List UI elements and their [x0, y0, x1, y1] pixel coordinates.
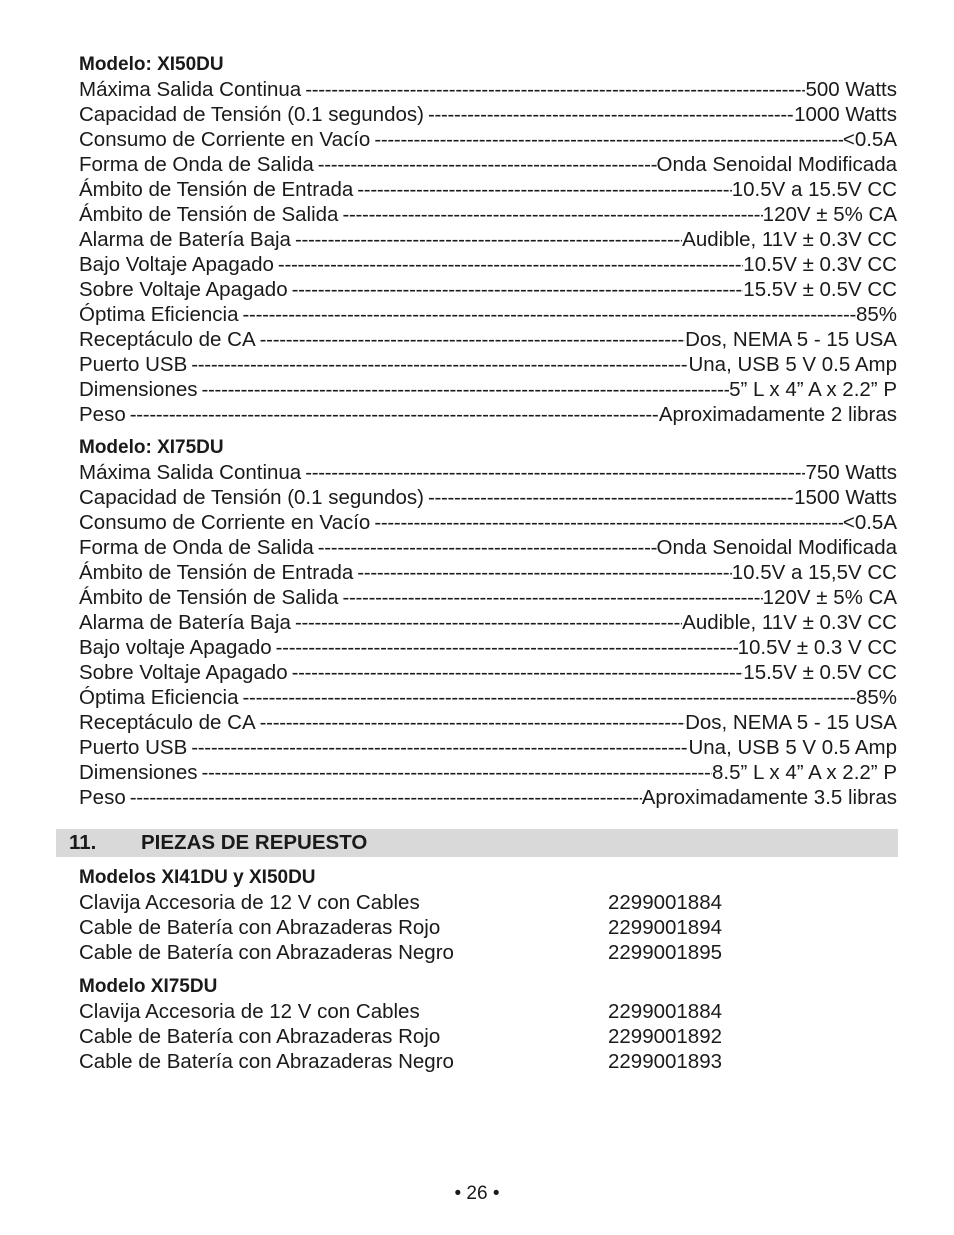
spec-value: <0.5A [842, 128, 897, 151]
spec-label: Alarma de Batería Baja [79, 228, 291, 251]
spec-row [79, 560, 897, 585]
part-number: 2299001884 [608, 891, 723, 914]
spec-row [79, 127, 897, 152]
spec-value: 10.5V a 15.5V CC [731, 178, 897, 201]
part-row [79, 915, 779, 940]
spec-value: 1500 Watts [794, 486, 897, 509]
part-name: Cable de Batería con Abrazaderas Negro [79, 1050, 454, 1073]
spec-label: Óptima Eficiencia [79, 303, 239, 326]
dot-leader [239, 302, 856, 327]
spec-label: Puerto USB [79, 736, 188, 759]
dot-leader [288, 660, 744, 685]
section-title: PIEZAS DE REPUESTO [141, 831, 368, 854]
spec-row [79, 510, 897, 535]
dot-leader [314, 535, 657, 560]
spec-value: 120V ± 5% CA [762, 203, 897, 226]
spec-value: Una, USB 5 V 0.5 Amp [688, 353, 897, 376]
spec-value: 120V ± 5% CA [762, 586, 897, 609]
spec-row [79, 102, 897, 127]
spec-value: 5” L x 4” A x 2.2” P [729, 378, 897, 401]
spec-label: Peso [79, 403, 126, 426]
spec-value: Audible, 11V ± 0.3V CC [682, 611, 897, 634]
spec-row [79, 535, 897, 560]
spec-label: Ámbito de Tensión de Entrada [79, 561, 354, 584]
spec-label: Receptáculo de CA [79, 711, 256, 734]
dot-leader [353, 560, 731, 585]
dot-leader [370, 510, 843, 535]
parts-model-title: Modelos XI41DU y XI50DU [79, 867, 316, 888]
spec-label: Óptima Eficiencia [79, 686, 239, 709]
spec-row [79, 152, 897, 177]
spec-label: Ámbito de Tensión de Salida [79, 586, 339, 609]
dot-leader [424, 102, 794, 127]
spec-row [79, 277, 897, 302]
spec-label: Alarma de Batería Baja [79, 611, 291, 634]
dot-leader [370, 127, 843, 152]
part-name: Cable de Batería con Abrazaderas Negro [79, 941, 454, 964]
spec-row [79, 785, 897, 810]
part-number: 2299001884 [608, 1000, 723, 1023]
spec-label: Puerto USB [79, 353, 188, 376]
dot-leader [198, 760, 713, 785]
spec-row [79, 302, 897, 327]
spec-row [79, 685, 897, 710]
dot-leader [274, 252, 743, 277]
part-number: 2299001894 [608, 916, 723, 939]
spec-row [79, 327, 897, 352]
spec-value: 85% [855, 686, 897, 709]
part-name: Clavija Accesoria de 12 V con Cables [79, 891, 420, 914]
spec-row [79, 760, 897, 785]
section-number: 11. [69, 831, 97, 854]
spec-value: 500 Watts [805, 78, 897, 101]
spec-label: Peso [79, 786, 126, 809]
page-number: • 26 • [454, 1183, 500, 1204]
spec-value: 8.5” L x 4” A x 2.2” P [712, 761, 897, 784]
spec-row [79, 402, 897, 427]
dot-leader [187, 352, 688, 377]
dot-leader [291, 227, 682, 252]
part-row [79, 1024, 779, 1049]
dot-leader [301, 460, 805, 485]
dot-leader [187, 735, 688, 760]
spec-row [79, 352, 897, 377]
spec-row [79, 177, 897, 202]
part-name: Cable de Batería con Abrazaderas Rojo [79, 916, 441, 939]
part-number: 2299001892 [608, 1025, 723, 1048]
spec-value: 10.5V ± 0.3V CC [743, 253, 897, 276]
dot-leader [198, 377, 730, 402]
spec-label: Forma de Onda de Salida [79, 536, 314, 559]
spec-label: Capacidad de Tensión (0.1 segundos) [79, 486, 424, 509]
spec-label: Capacidad de Tensión (0.1 segundos) [79, 103, 424, 126]
part-number: 2299001895 [608, 941, 723, 964]
spec-value: Onda Senoidal Modificada [656, 153, 897, 176]
spec-value: Audible, 11V ± 0.3V CC [682, 228, 897, 251]
spec-label: Sobre Voltaje Apagado [79, 278, 288, 301]
spec-label: Bajo Voltaje Apagado [79, 253, 274, 276]
spec-label: Máxima Salida Continua [79, 461, 302, 484]
part-row [79, 999, 779, 1024]
dot-leader [256, 327, 685, 352]
dot-leader [239, 685, 856, 710]
spec-label: Bajo voltaje Apagado [79, 636, 272, 659]
part-name: Clavija Accesoria de 12 V con Cables [79, 1000, 420, 1023]
part-row [79, 940, 779, 965]
spec-row [79, 485, 897, 510]
spec-row [79, 735, 897, 760]
spec-value: 1000 Watts [794, 103, 897, 126]
spec-row [79, 77, 897, 102]
spec-label: Ámbito de Tensión de Salida [79, 203, 339, 226]
spec-section-xi50du [79, 53, 897, 427]
spec-label: Dimensiones [79, 761, 198, 784]
spec-value: Dos, NEMA 5 - 15 USA [685, 328, 897, 351]
part-row [79, 890, 779, 915]
spec-value: Aproximadamente 3.5 libras [641, 786, 897, 809]
spec-row [79, 202, 897, 227]
dot-leader [126, 402, 659, 427]
spec-value: 10.5V ± 0.3 V CC [737, 636, 897, 659]
spec-value: <0.5A [842, 511, 897, 534]
spec-row [79, 252, 897, 277]
dot-leader [272, 635, 738, 660]
spec-row [79, 460, 897, 485]
part-name: Cable de Batería con Abrazaderas Rojo [79, 1025, 441, 1048]
dot-leader [353, 177, 731, 202]
spec-row [79, 227, 897, 252]
spec-value: Una, USB 5 V 0.5 Amp [688, 736, 897, 759]
spec-label: Consumo de Corriente en Vacío [79, 128, 371, 151]
spec-row [79, 660, 897, 685]
spec-value: Aproximadamente 2 libras [658, 403, 897, 426]
spec-section-xi75du [79, 436, 897, 810]
dot-leader [338, 202, 762, 227]
part-number: 2299001893 [608, 1050, 723, 1073]
spec-label: Receptáculo de CA [79, 328, 256, 351]
dot-leader [424, 485, 794, 510]
dot-leader [338, 585, 762, 610]
part-row [79, 1049, 779, 1074]
parts-section-xi41du-xi50du [79, 866, 779, 965]
spec-value: 10.5V a 15,5V CC [731, 561, 897, 584]
spec-value: 15.5V ± 0.5V CC [743, 278, 897, 301]
model-title: Modelo: XI75DU [79, 437, 224, 458]
spec-row [79, 610, 897, 635]
spec-label: Máxima Salida Continua [79, 78, 302, 101]
spec-row [79, 635, 897, 660]
dot-leader [126, 785, 642, 810]
spec-row [79, 377, 897, 402]
dot-leader [291, 610, 682, 635]
spec-value: Dos, NEMA 5 - 15 USA [685, 711, 897, 734]
spec-label: Forma de Onda de Salida [79, 153, 314, 176]
dot-leader [256, 710, 685, 735]
spec-label: Dimensiones [79, 378, 198, 401]
spec-label: Sobre Voltaje Apagado [79, 661, 288, 684]
dot-leader [288, 277, 744, 302]
spec-value: 15.5V ± 0.5V CC [743, 661, 897, 684]
parts-section-xi75du [79, 975, 779, 1074]
spec-value: Onda Senoidal Modificada [656, 536, 897, 559]
dot-leader [301, 77, 805, 102]
spec-value: 750 Watts [805, 461, 897, 484]
spec-value: 85% [855, 303, 897, 326]
parts-model-title: Modelo XI75DU [79, 976, 218, 997]
spec-row [79, 710, 897, 735]
spec-row [79, 585, 897, 610]
section-header-replacement-parts [56, 829, 898, 857]
spec-label: Consumo de Corriente en Vacío [79, 511, 371, 534]
model-title: Modelo: XI50DU [79, 54, 224, 75]
spec-label: Ámbito de Tensión de Entrada [79, 178, 354, 201]
dot-leader [314, 152, 657, 177]
